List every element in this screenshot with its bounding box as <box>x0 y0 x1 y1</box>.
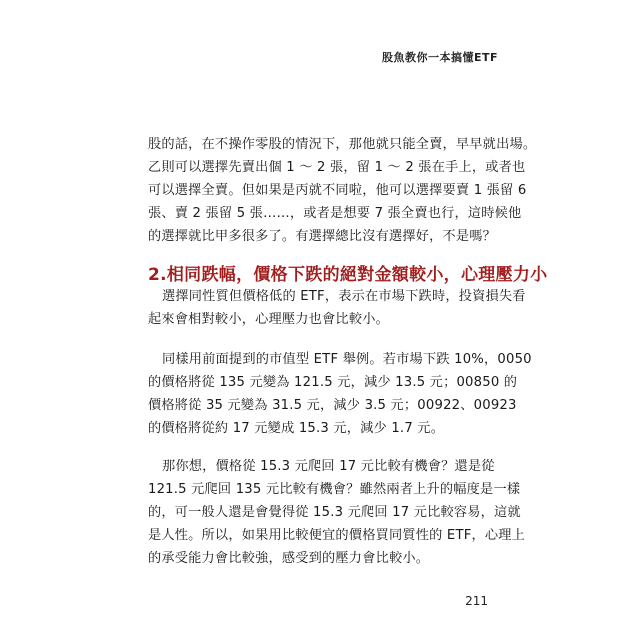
text-line: 價格將從 35 元變為 31.5 元，減少 3.5 元；00922、00923 <box>148 398 517 413</box>
paragraph-human-nature <box>148 455 526 570</box>
text-line: 是人性。所以，如果用比較便宜的價格買同質性的 ETF，心理上 <box>148 528 526 543</box>
paragraph-example <box>148 348 532 440</box>
text-line: 的選擇就比甲多很多了。有選擇總比沒有選擇好，不是嗎？ <box>148 229 497 244</box>
paragraph <box>148 348 532 440</box>
paragraph <box>148 133 537 248</box>
text-line: 121.5 元爬回 135 元比較有機會？雖然兩者上升的幅度是一樣 <box>148 482 521 497</box>
text-line: 張、賣 2 張留 5 張……，或者是想要 7 張全賣也行，這時候他 <box>148 206 522 221</box>
text-line: 可以選擇全賣。但如果是丙就不同啦，他可以選擇要賣 1 張留 6 <box>148 183 527 198</box>
paragraph <box>148 285 526 331</box>
paragraph-choice <box>148 133 537 248</box>
text-line: 的，可一般人還是會覺得從 15.3 元爬回 17 元比較容易，這就 <box>148 505 521 520</box>
page-number: 211 <box>465 594 488 608</box>
running-header: 股魚教你一本搞懂ETF <box>381 51 498 64</box>
text-line: 的價格將從約 17 元變成 15.3 元，減少 1.7 元。 <box>148 421 445 436</box>
text-line: 選擇同性質但價格低的 ETF，表示在市場下跌時，投資損失看 <box>162 289 526 304</box>
text-line: 乙則可以選擇先賣出個 1 ～ 2 張，留 1 ～ 2 張在手上，或者也 <box>148 160 526 175</box>
paragraph <box>148 455 526 570</box>
text-line: 同樣用前面提到的市值型 ETF 舉例。若市場下跌 10%，0050 <box>162 352 532 367</box>
text-line: 的價格將從 135 元變為 121.5 元，減少 13.5 元；00850 的 <box>148 375 518 390</box>
text-line: 股的話，在不操作零股的情況下，那他就只能全賣，早早就出場。 <box>148 137 537 152</box>
text-line: 起來會相對較小，心理壓力也會比較小。 <box>148 312 389 327</box>
section-heading: 2.相同跌幅，價格下跌的絕對金額較小，心理壓力小 <box>148 265 548 285</box>
paragraph-lower-price <box>148 285 526 331</box>
text-line: 的承受能力會比較強，感受到的壓力會比較小。 <box>148 551 430 566</box>
text-line: 那你想，價格從 15.3 元爬回 17 元比較有機會？還是從 <box>162 459 495 474</box>
